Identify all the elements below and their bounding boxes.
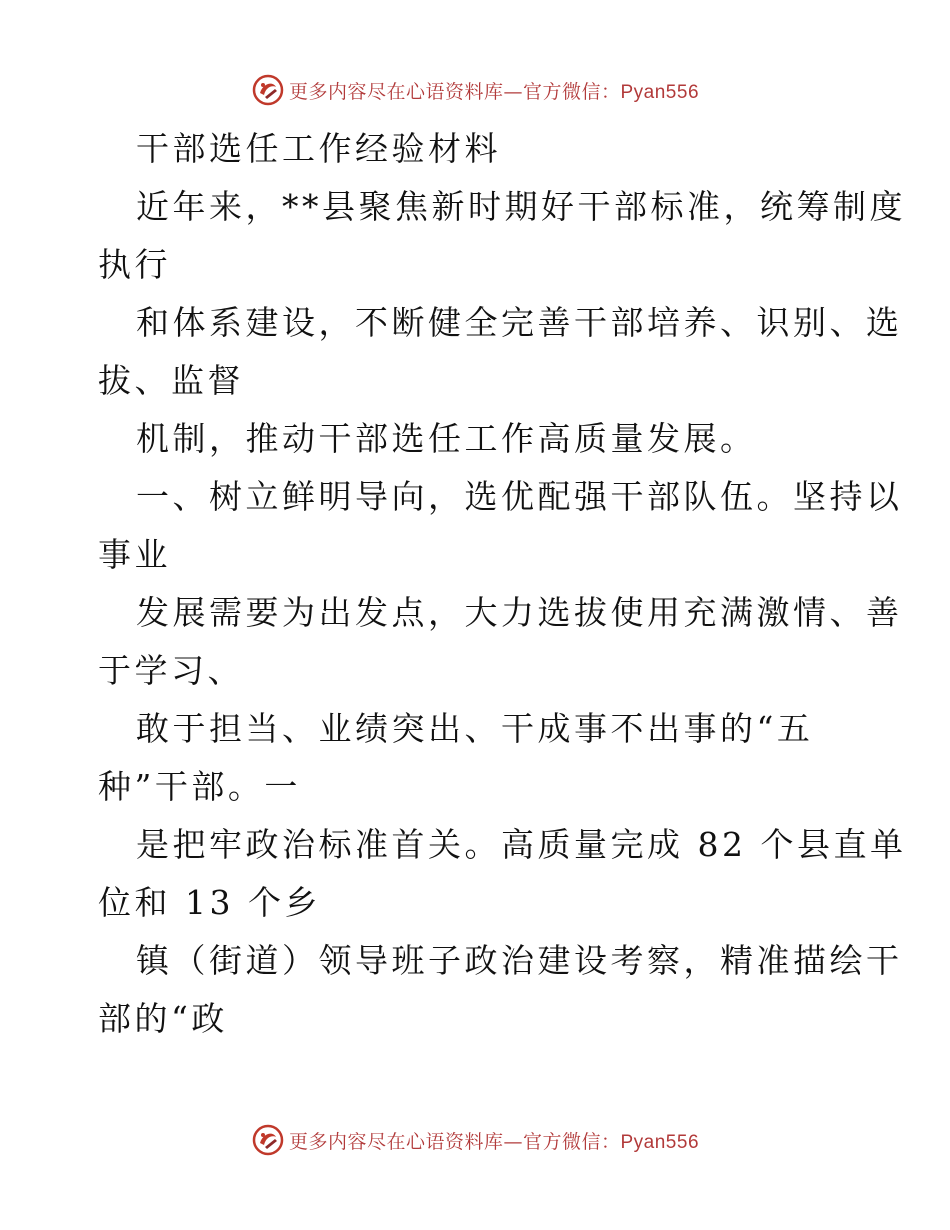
- header-banner: [0, 70, 950, 110]
- text-line: 于学习、: [98, 651, 244, 690]
- text-line: 敢于担当、业绩突出、干成事不出事的“五: [136, 709, 814, 748]
- text-line: 位和 13 个乡: [98, 883, 321, 922]
- wechat-id: Pyan556: [620, 81, 700, 103]
- text-line: 拔、监督: [98, 361, 244, 400]
- text-line: 事业: [98, 535, 171, 574]
- banner-text: 更多内容尽在心语资料库—官方微信：Pyan556: [288, 80, 700, 103]
- document-body: [98, 120, 907, 1048]
- banner-text: 更多内容尽在心语资料库—官方微信：Pyan556: [288, 1130, 700, 1153]
- text-line: 执行: [98, 245, 171, 284]
- footer-banner: [0, 1120, 950, 1160]
- text-line: 种”干部。一: [98, 767, 301, 806]
- text-line: 机制，推动干部选任工作高质量发展。: [136, 419, 757, 458]
- document-title: 干部选任工作经验材料: [136, 129, 501, 168]
- text-line: 和体系建设，不断健全完善干部培养、识别、选: [136, 303, 903, 342]
- red-swirl-logo-icon: [251, 1123, 285, 1157]
- text-line: 近年来，**县聚焦新时期好干部标准，统筹制度: [136, 187, 906, 226]
- text-line: 一、树立鲜明导向，选优配强干部队伍。坚持以: [136, 477, 903, 516]
- text-line: 镇（街道）领导班子政治建设考察，精准描绘干: [136, 941, 903, 980]
- text-line: 部的“政: [98, 999, 228, 1038]
- wechat-id: Pyan556: [620, 1131, 700, 1153]
- text-line: 是把牢政治标准首关。高质量完成 82 个县直单: [136, 825, 907, 864]
- text-line: 发展需要为出发点，大力选拔使用充满激情、善: [136, 593, 903, 632]
- red-swirl-logo-icon: [251, 73, 285, 107]
